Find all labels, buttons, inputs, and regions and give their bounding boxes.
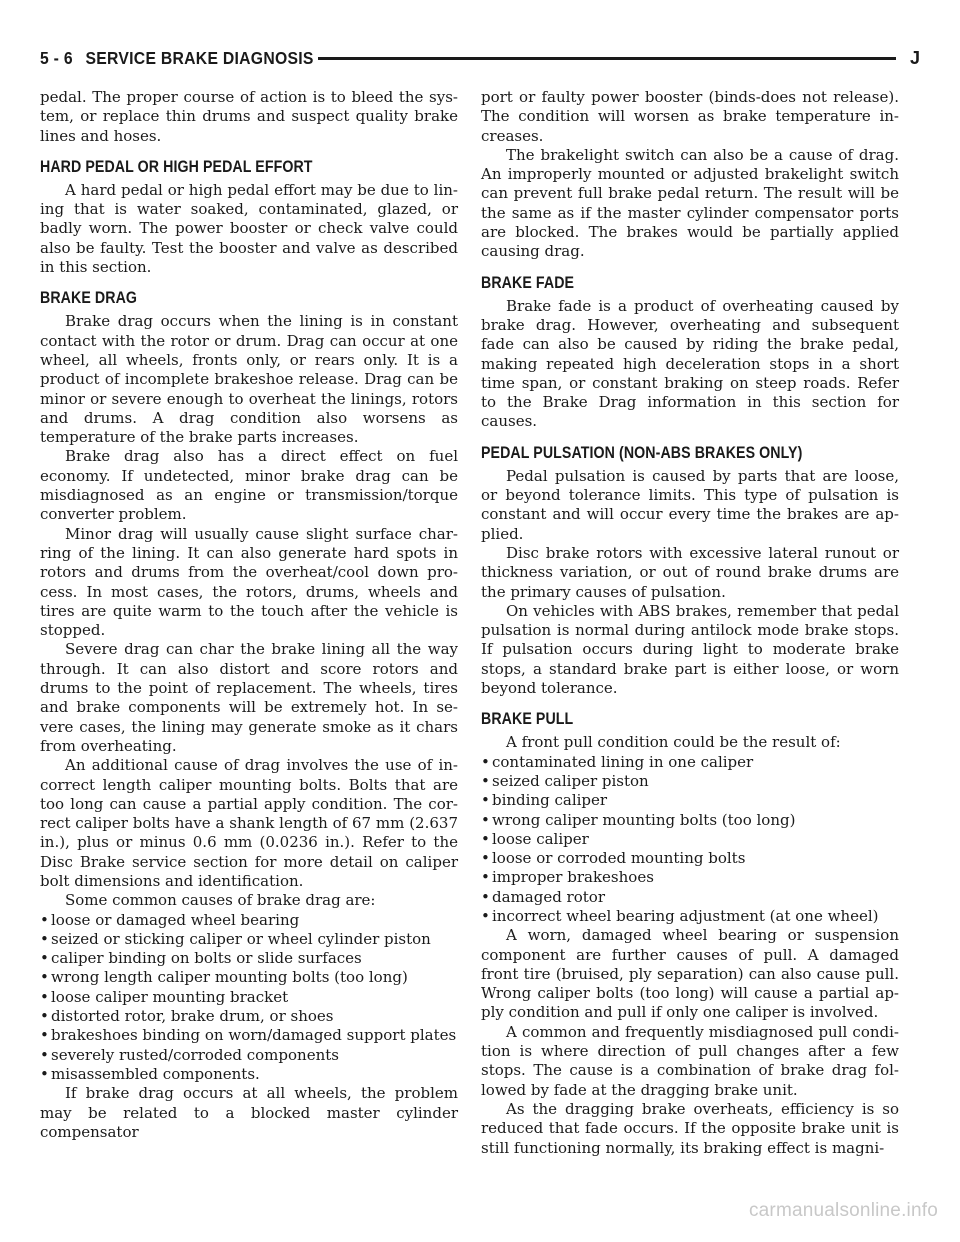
paragraph: On vehicles with ABS brakes, remember that pedal pulsation is normal during antilock mode brake stops. If pulsation occurs during light to moderate brake stops, a standard brake part is either loose, or worn beyond tolerance. [481,601,899,698]
paragraph: A worn, damaged wheel bearing or suspension component are further causes of pull. A damaged front tire (bruised, ply separation) can also cause pull. Wrong caliper bolts (too long) will cause a partial apply condition and pull if only one caliper is involved. [481,926,899,1022]
list-item: • loose or damaged wheel bearing [40,911,458,930]
list-item: • seized or sticking caliper or wheel cylinder piston [40,930,458,949]
paragraph: Brake drag occurs when the lining is in constant contact with the rotor or drum. Drag can occur at one wheel, all wheels, fronts only, or rears only. It is a product of incomplete brakeshoe release. Drag can be minor or severe enough to overheat the linings, rotors and drums. A drag condition also worsens as temperature of the brake parts increases. [40,312,458,447]
paragraph: A hard pedal or high pedal effort may be due to lining that is water soaked, contaminated, glazed, or badly worn. The power booster or check valve could also be faulty. Test the booster and valve as described in this section. [40,180,458,277]
paragraph: Brake drag also has a direct effect on fuel economy. If undetected, minor brake drag can be misdiagnosed as an engine or transmission/torque converter problem. [40,447,458,524]
brake-drag-causes-list [40,911,458,1085]
paragraph: Minor drag will usually cause slight surface charring of the lining. It can also generate hard spots in rotors and drums from the overheat/cool down process. In most cases, the rotors, drums, wheels and tires are quite warm to the touch after the vehicle is stopped. [40,524,458,640]
list-item: • improper brakeshoes [481,868,899,887]
paragraph: A common and frequently misdiagnosed pull condition is where direction of pull changes after a few stops. The cause is a combination of brake drag followed by fade at the dragging brake unit. [481,1022,899,1099]
heading-hard-pedal: HARD PEDAL OR HIGH PEDAL EFFORT [40,157,313,176]
model-letter: J [909,47,920,68]
list-item: • misassembled components. [40,1065,458,1084]
paragraph: Some common causes of brake drag are: [65,891,376,910]
heading-brake-fade: BRAKE FADE [481,273,575,292]
list-item: • distorted rotor, brake drum, or shoes [40,1007,458,1026]
list-item: • seized caliper piston [481,772,899,791]
watermark: carmanualsonline.info [748,1200,938,1221]
paragraph: Brake fade is a product of overheating caused by brake drag. However, overheating and subsequent fade can also be caused by riding the brake pedal, making repeated high deceleration stops in a short time span, or constant braking on steep roads. Refer to the Brake Drag information in this section for causes. [481,296,899,431]
list-item: • loose caliper [481,830,899,849]
paragraph: Severe drag can char the brake lining all the way through. It can also distort and score rotors and drums to the point of replacement. The wheels, tires and brake components will be extremely hot. In severe cases, the lining may generate smoke as it chars from overheating. [40,640,458,755]
heading-brake-pull: BRAKE PULL [481,710,574,729]
list-item: • wrong caliper mounting bolts (too long) [481,811,899,830]
continued-paragraph: port or faulty power booster (binds-does not release). The condition will worsen as brake temperature increases. [481,88,899,145]
list-item: • contaminated lining in one caliper [481,753,899,772]
paragraph: A front pull condition could be the result of: [506,733,841,752]
paragraph: As the dragging brake overheats, efficiency is so reduced that fade occurs. If the opposite brake unit is still functioning normally, its braking effect is magni- [481,1099,899,1157]
header-title [40,48,314,69]
heading-pedal-pulsation: PEDAL PULSATION (NON-ABS BRAKES ONLY) [481,443,803,462]
paragraph: An additional cause of drag involves the use of incorrect length caliper mounting bolts. Bolts that are too long can cause a partial apply condition. The correct caliper bolts have a shank length of 67 mm (2.637 in.), plus or minus 0.6 mm (0.0236 in.). Refer to the Disc Brake service section for more detail on caliper bolt dimensions and identification. [40,756,458,890]
page-number: 5 - 6 [40,47,73,68]
intro-paragraph: pedal. The proper course of action is to bleed the system, or replace thin drums and suspect quality brake lines and hoses. [40,88,458,145]
list-item: • incorrect wheel bearing adjustment (at one wheel) [481,907,899,926]
header-rule [318,57,896,60]
list-item: • loose caliper mounting bracket [40,988,458,1007]
list-item: • loose or corroded mounting bolts [481,849,899,868]
list-item: • binding caliper [481,791,899,810]
paragraph: If brake drag occurs at all wheels, the problem may be related to a blocked master cylinder compensator [40,1084,458,1141]
brake-pull-causes-list [481,753,899,927]
paragraph: Disc brake rotors with excessive lateral runout or thickness variation, or out of round brake drums are the primary causes of pulsation. [481,543,899,601]
paragraph: The brakelight switch can also be a cause of drag. An improperly mounted or adjusted brakelight switch can prevent full brake pedal return. The result will be the same as if the master cylinder compensator ports are blocked. The brakes would be partially applied causing drag. [481,145,899,261]
left-column [40,88,458,1142]
page-header [40,44,920,72]
heading-brake-drag: BRAKE DRAG [40,289,138,308]
list-item: • brakeshoes binding on worn/damaged support plates [40,1026,458,1045]
right-column [481,88,899,1158]
section-title: SERVICE BRAKE DIAGNOSIS [85,47,314,68]
list-item: • severely rusted/corroded components [40,1046,458,1065]
list-item: • damaged rotor [481,888,899,907]
list-item: • caliper binding on bolts or slide surfaces [40,949,458,968]
paragraph: Pedal pulsation is caused by parts that are loose, or beyond tolerance limits. This type of pulsation is constant and will occur every time the brakes are applied. [481,466,899,543]
list-item: • wrong length caliper mounting bolts (too long) [40,968,458,987]
